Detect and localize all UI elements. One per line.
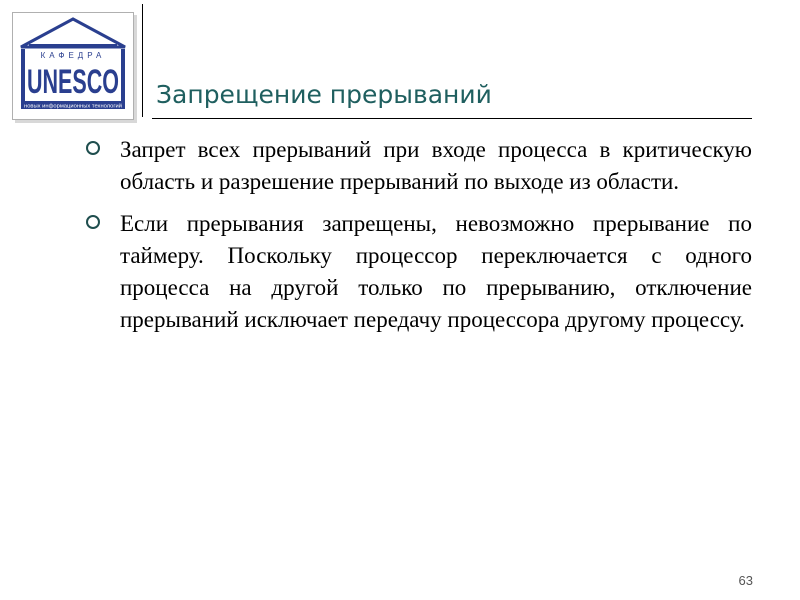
vertical-divider [142,4,143,117]
logo-kafedra-text: КАФЕДРА [40,51,106,60]
page-number: 63 [738,573,753,588]
horizontal-divider [152,118,752,119]
slide-title: Запрещение прерываний [156,80,492,109]
bullet-list [86,134,752,346]
roof-shape [21,19,125,47]
unesco-logo [12,12,134,120]
bullet-text: Запрет всех прерываний при входе процесса в критическую область и разрешение прерываний по выходе из области. [120,137,752,194]
bullet-item [86,134,752,198]
left-post [21,49,25,101]
unesco-logo-graphic [13,13,133,119]
logo-unesco-text: UNESCO [27,63,119,101]
circle-bullet-icon [86,141,100,155]
logo-subtitle-text: новых информационных технологий [24,103,109,110]
right-post [121,49,125,101]
bullet-item [86,208,752,336]
circle-bullet-icon [86,215,100,229]
bullet-text: Если прерывания запрещены, невозможно прерывание по таймеру. Поскольку процессор переключается с одного процесса на другой только по прерыванию, отключение прерываний исключает передачу процессора другому процессу. [120,211,752,332]
